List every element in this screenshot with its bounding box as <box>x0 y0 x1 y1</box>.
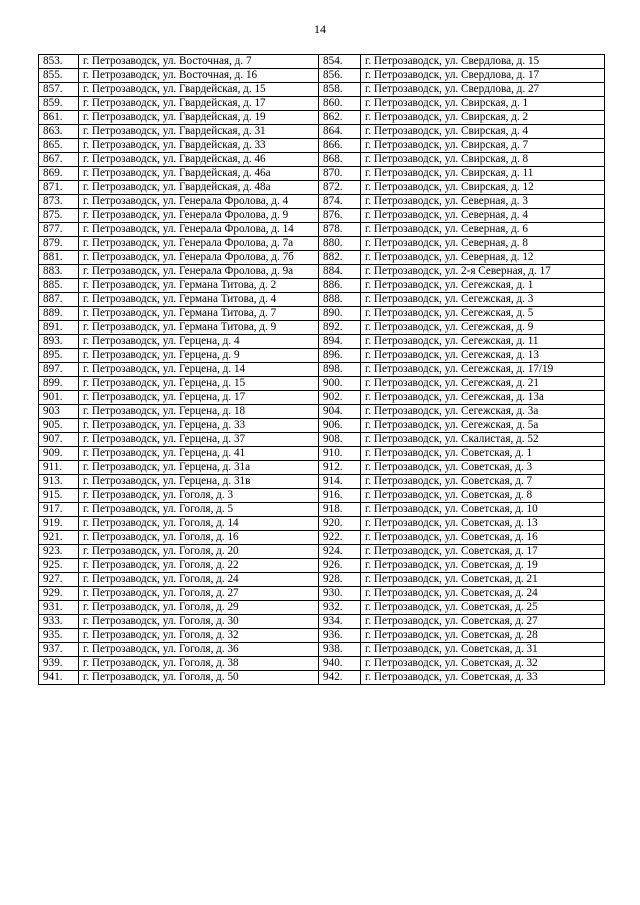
address-right: г. Петрозаводск, ул. Сегежская, д. 3а <box>361 405 605 419</box>
address-left: г. Петрозаводск, ул. Германа Титова, д. 4 <box>79 293 319 307</box>
address-right: г. Петрозаводск, ул. Сегежская, д. 17/19 <box>361 363 605 377</box>
row-number-right: 924. <box>319 545 361 559</box>
row-number-right: 926. <box>319 559 361 573</box>
row-number-left: 929. <box>39 587 79 601</box>
table-row <box>39 419 605 433</box>
row-number-right: 936. <box>319 629 361 643</box>
table-row <box>39 643 605 657</box>
table-row <box>39 111 605 125</box>
address-left: г. Петрозаводск, ул. Герцена, д. 41 <box>79 447 319 461</box>
address-right: г. Петрозаводск, ул. Скалистая, д. 52 <box>361 433 605 447</box>
row-number-right: 896. <box>319 349 361 363</box>
row-number-left: 887. <box>39 293 79 307</box>
address-right: г. Петрозаводск, ул. Свердлова, д. 17 <box>361 69 605 83</box>
row-number-right: 882. <box>319 251 361 265</box>
address-left: г. Петрозаводск, ул. Гоголя, д. 36 <box>79 643 319 657</box>
row-number-right: 898. <box>319 363 361 377</box>
table-row <box>39 223 605 237</box>
row-number-right: 892. <box>319 321 361 335</box>
row-number-right: 886. <box>319 279 361 293</box>
row-number-right: 876. <box>319 209 361 223</box>
row-number-right: 920. <box>319 517 361 531</box>
address-right: г. Петрозаводск, ул. Советская, д. 8 <box>361 489 605 503</box>
table-row <box>39 671 605 685</box>
address-right: г. Петрозаводск, ул. Советская, д. 17 <box>361 545 605 559</box>
address-right: г. Петрозаводск, ул. Свердлова, д. 27 <box>361 83 605 97</box>
address-left: г. Петрозаводск, ул. Герцена, д. 4 <box>79 335 319 349</box>
row-number-left: 869. <box>39 167 79 181</box>
row-number-right: 872. <box>319 181 361 195</box>
address-right: г. Петрозаводск, ул. Советская, д. 16 <box>361 531 605 545</box>
row-number-right: 912. <box>319 461 361 475</box>
row-number-left: 857. <box>39 83 79 97</box>
address-left: г. Петрозаводск, ул. Гоголя, д. 30 <box>79 615 319 629</box>
address-left: г. Петрозаводск, ул. Гвардейская, д. 46а <box>79 167 319 181</box>
row-number-right: 874. <box>319 195 361 209</box>
row-number-left: 927. <box>39 573 79 587</box>
address-left: г. Петрозаводск, ул. Герцена, д. 14 <box>79 363 319 377</box>
table-row <box>39 517 605 531</box>
address-left: г. Петрозаводск, ул. Гвардейская, д. 46 <box>79 153 319 167</box>
address-right: г. Петрозаводск, ул. Свирская, д. 7 <box>361 139 605 153</box>
row-number-left: 907. <box>39 433 79 447</box>
row-number-right: 856. <box>319 69 361 83</box>
address-right: г. Петрозаводск, ул. Сегежская, д. 1 <box>361 279 605 293</box>
address-left: г. Петрозаводск, ул. Восточная, д. 7 <box>79 55 319 69</box>
table-row <box>39 251 605 265</box>
address-left: г. Петрозаводск, ул. Гоголя, д. 14 <box>79 517 319 531</box>
address-right: г. Петрозаводск, ул. Советская, д. 28 <box>361 629 605 643</box>
row-number-left: 915. <box>39 489 79 503</box>
table-row <box>39 615 605 629</box>
table-row <box>39 153 605 167</box>
row-number-right: 940. <box>319 657 361 671</box>
address-left: г. Петрозаводск, ул. Генерала Фролова, д. 4 <box>79 195 319 209</box>
table-row <box>39 475 605 489</box>
address-left: г. Петрозаводск, ул. Гоголя, д. 50 <box>79 671 319 685</box>
row-number-right: 910. <box>319 447 361 461</box>
row-number-right: 870. <box>319 167 361 181</box>
table-row <box>39 335 605 349</box>
table-row <box>39 545 605 559</box>
page-number: 14 <box>314 22 326 36</box>
address-left: г. Петрозаводск, ул. Гоголя, д. 27 <box>79 587 319 601</box>
address-right: г. Петрозаводск, ул. Советская, д. 1 <box>361 447 605 461</box>
row-number-left: 859. <box>39 97 79 111</box>
row-number-right: 902. <box>319 391 361 405</box>
row-number-left: 877. <box>39 223 79 237</box>
row-number-right: 904. <box>319 405 361 419</box>
address-table <box>38 54 605 685</box>
address-right: г. Петрозаводск, ул. Сегежская, д. 13 <box>361 349 605 363</box>
address-right: г. Петрозаводск, ул. Сегежская, д. 5 <box>361 307 605 321</box>
address-right: г. Петрозаводск, ул. Сегежская, д. 21 <box>361 377 605 391</box>
address-right: г. Петрозаводск, ул. Свердлова, д. 15 <box>361 55 605 69</box>
address-right: г. Петрозаводск, ул. Сегежская, д. 3 <box>361 293 605 307</box>
row-number-left: 923. <box>39 545 79 559</box>
row-number-right: 930. <box>319 587 361 601</box>
row-number-right: 860. <box>319 97 361 111</box>
row-number-left: 921. <box>39 531 79 545</box>
address-right: г. Петрозаводск, ул. Советская, д. 25 <box>361 601 605 615</box>
row-number-right: 908. <box>319 433 361 447</box>
address-left: г. Петрозаводск, ул. Генерала Фролова, д. 9а <box>79 265 319 279</box>
address-right: г. Петрозаводск, ул. Советская, д. 33 <box>361 671 605 685</box>
table-row <box>39 307 605 321</box>
row-number-right: 922. <box>319 531 361 545</box>
row-number-left: 939. <box>39 657 79 671</box>
table-row <box>39 181 605 195</box>
row-number-left: 885. <box>39 279 79 293</box>
address-right: г. Петрозаводск, ул. Сегежская, д. 13а <box>361 391 605 405</box>
address-left: г. Петрозаводск, ул. Герцена, д. 31а <box>79 461 319 475</box>
row-number-left: 889. <box>39 307 79 321</box>
row-number-left: 911. <box>39 461 79 475</box>
address-left: г. Петрозаводск, ул. Гоголя, д. 38 <box>79 657 319 671</box>
table-row <box>39 321 605 335</box>
row-number-right: 932. <box>319 601 361 615</box>
table-row <box>39 349 605 363</box>
table-row <box>39 83 605 97</box>
address-left: г. Петрозаводск, ул. Гвардейская, д. 19 <box>79 111 319 125</box>
table-row <box>39 55 605 69</box>
table-row <box>39 461 605 475</box>
table-row <box>39 237 605 251</box>
address-right: г. Петрозаводск, ул. Свирская, д. 2 <box>361 111 605 125</box>
table-row <box>39 657 605 671</box>
row-number-left: 861. <box>39 111 79 125</box>
table-row <box>39 363 605 377</box>
address-right: г. Петрозаводск, ул. Северная, д. 12 <box>361 251 605 265</box>
row-number-left: 917. <box>39 503 79 517</box>
row-number-right: 878. <box>319 223 361 237</box>
row-number-left: 919. <box>39 517 79 531</box>
address-right: г. Петрозаводск, ул. Советская, д. 21 <box>361 573 605 587</box>
table-row <box>39 391 605 405</box>
table-row <box>39 195 605 209</box>
row-number-right: 868. <box>319 153 361 167</box>
address-left: г. Петрозаводск, ул. Гоголя, д. 5 <box>79 503 319 517</box>
row-number-left: 937. <box>39 643 79 657</box>
address-right: г. Петрозаводск, ул. Советская, д. 31 <box>361 643 605 657</box>
row-number-right: 906. <box>319 419 361 433</box>
address-left: г. Петрозаводск, ул. Герцена, д. 17 <box>79 391 319 405</box>
address-left: г. Петрозаводск, ул. Генерала Фролова, д. 7б <box>79 251 319 265</box>
address-left: г. Петрозаводск, ул. Гвардейская, д. 48а <box>79 181 319 195</box>
row-number-right: 916. <box>319 489 361 503</box>
table-row <box>39 377 605 391</box>
table-row <box>39 573 605 587</box>
row-number-right: 862. <box>319 111 361 125</box>
address-right: г. Петрозаводск, ул. Свирская, д. 11 <box>361 167 605 181</box>
row-number-left: 931. <box>39 601 79 615</box>
address-right: г. Петрозаводск, ул. Сегежская, д. 5а <box>361 419 605 433</box>
table-row <box>39 559 605 573</box>
address-left: г. Петрозаводск, ул. Гоголя, д. 24 <box>79 573 319 587</box>
row-number-right: 914. <box>319 475 361 489</box>
row-number-right: 866. <box>319 139 361 153</box>
table-row <box>39 531 605 545</box>
address-right: г. Петрозаводск, ул. Северная, д. 8 <box>361 237 605 251</box>
address-left: г. Петрозаводск, ул. Гвардейская, д. 15 <box>79 83 319 97</box>
address-right: г. Петрозаводск, ул. Советская, д. 10 <box>361 503 605 517</box>
table-row <box>39 97 605 111</box>
address-left: г. Петрозаводск, ул. Гоголя, д. 20 <box>79 545 319 559</box>
table-row <box>39 433 605 447</box>
address-right: г. Петрозаводск, ул. Советская, д. 27 <box>361 615 605 629</box>
row-number-left: 853. <box>39 55 79 69</box>
address-right: г. Петрозаводск, ул. Свирская, д. 1 <box>361 97 605 111</box>
address-left: г. Петрозаводск, ул. Герцена, д. 18 <box>79 405 319 419</box>
row-number-right: 890. <box>319 307 361 321</box>
row-number-right: 918. <box>319 503 361 517</box>
address-left: г. Петрозаводск, ул. Гоголя, д. 29 <box>79 601 319 615</box>
address-right: г. Петрозаводск, ул. 2-я Северная, д. 17 <box>361 265 605 279</box>
address-left: г. Петрозаводск, ул. Генерала Фролова, д. 14 <box>79 223 319 237</box>
row-number-left: 905. <box>39 419 79 433</box>
address-left: г. Петрозаводск, ул. Гоголя, д. 32 <box>79 629 319 643</box>
address-left: г. Петрозаводск, ул. Герцена, д. 9 <box>79 349 319 363</box>
address-right: г. Петрозаводск, ул. Свирская, д. 12 <box>361 181 605 195</box>
address-left: г. Петрозаводск, ул. Восточная, д. 16 <box>79 69 319 83</box>
row-number-left: 855. <box>39 69 79 83</box>
address-left: г. Петрозаводск, ул. Германа Титова, д. 2 <box>79 279 319 293</box>
address-right: г. Петрозаводск, ул. Сегежская, д. 9 <box>361 321 605 335</box>
row-number-left: 893. <box>39 335 79 349</box>
row-number-left: 901. <box>39 391 79 405</box>
address-right: г. Петрозаводск, ул. Северная, д. 4 <box>361 209 605 223</box>
table-row <box>39 167 605 181</box>
row-number-left: 871. <box>39 181 79 195</box>
row-number-left: 899. <box>39 377 79 391</box>
row-number-right: 934. <box>319 615 361 629</box>
row-number-left: 867. <box>39 153 79 167</box>
row-number-right: 894. <box>319 335 361 349</box>
table-row <box>39 601 605 615</box>
address-left: г. Петрозаводск, ул. Генерала Фролова, д. 7а <box>79 237 319 251</box>
row-number-right: 854. <box>319 55 361 69</box>
address-left: г. Петрозаводск, ул. Гоголя, д. 3 <box>79 489 319 503</box>
row-number-left: 895. <box>39 349 79 363</box>
address-right: г. Петрозаводск, ул. Свирская, д. 8 <box>361 153 605 167</box>
address-left: г. Петрозаводск, ул. Гоголя, д. 22 <box>79 559 319 573</box>
address-right: г. Петрозаводск, ул. Северная, д. 3 <box>361 195 605 209</box>
address-left: г. Петрозаводск, ул. Гоголя, д. 16 <box>79 531 319 545</box>
row-number-right: 884. <box>319 265 361 279</box>
address-right: г. Петрозаводск, ул. Советская, д. 24 <box>361 587 605 601</box>
row-number-left: 883. <box>39 265 79 279</box>
row-number-left: 913. <box>39 475 79 489</box>
address-left: г. Петрозаводск, ул. Германа Титова, д. 9 <box>79 321 319 335</box>
table-row <box>39 447 605 461</box>
row-number-right: 942. <box>319 671 361 685</box>
address-left: г. Петрозаводск, ул. Герцена, д. 33 <box>79 419 319 433</box>
row-number-right: 900. <box>319 377 361 391</box>
table-row <box>39 629 605 643</box>
row-number-right: 858. <box>319 83 361 97</box>
address-left: г. Петрозаводск, ул. Герцена, д. 37 <box>79 433 319 447</box>
address-right: г. Петрозаводск, ул. Советская, д. 13 <box>361 517 605 531</box>
address-right: г. Петрозаводск, ул. Советская, д. 7 <box>361 475 605 489</box>
address-left: г. Петрозаводск, ул. Гвардейская, д. 31 <box>79 125 319 139</box>
row-number-right: 938. <box>319 643 361 657</box>
address-right: г. Петрозаводск, ул. Свирская, д. 4 <box>361 125 605 139</box>
address-left: г. Петрозаводск, ул. Генерала Фролова, д. 9 <box>79 209 319 223</box>
address-table-body <box>39 55 605 685</box>
address-right: г. Петрозаводск, ул. Советская, д. 32 <box>361 657 605 671</box>
row-number-left: 873. <box>39 195 79 209</box>
address-left: г. Петрозаводск, ул. Герцена, д. 15 <box>79 377 319 391</box>
row-number-right: 864. <box>319 125 361 139</box>
row-number-left: 925. <box>39 559 79 573</box>
row-number-left: 941. <box>39 671 79 685</box>
table-row <box>39 139 605 153</box>
table-row <box>39 405 605 419</box>
address-left: г. Петрозаводск, ул. Герцена, д. 31в <box>79 475 319 489</box>
table-row <box>39 69 605 83</box>
row-number-left: 897. <box>39 363 79 377</box>
row-number-left: 891. <box>39 321 79 335</box>
row-number-left: 903 <box>39 405 79 419</box>
table-row <box>39 125 605 139</box>
table-row <box>39 587 605 601</box>
row-number-right: 888. <box>319 293 361 307</box>
row-number-left: 879. <box>39 237 79 251</box>
row-number-left: 881. <box>39 251 79 265</box>
table-row <box>39 209 605 223</box>
address-right: г. Петрозаводск, ул. Северная, д. 6 <box>361 223 605 237</box>
table-row <box>39 265 605 279</box>
row-number-left: 935. <box>39 629 79 643</box>
address-left: г. Петрозаводск, ул. Гвардейская, д. 17 <box>79 97 319 111</box>
row-number-left: 863. <box>39 125 79 139</box>
address-right: г. Петрозаводск, ул. Сегежская, д. 11 <box>361 335 605 349</box>
address-right: г. Петрозаводск, ул. Советская, д. 19 <box>361 559 605 573</box>
address-left: г. Петрозаводск, ул. Германа Титова, д. 7 <box>79 307 319 321</box>
table-row <box>39 489 605 503</box>
row-number-left: 865. <box>39 139 79 153</box>
row-number-left: 875. <box>39 209 79 223</box>
table-row <box>39 279 605 293</box>
table-row <box>39 293 605 307</box>
row-number-left: 909. <box>39 447 79 461</box>
row-number-right: 928. <box>319 573 361 587</box>
row-number-right: 880. <box>319 237 361 251</box>
address-right: г. Петрозаводск, ул. Советская, д. 3 <box>361 461 605 475</box>
row-number-left: 933. <box>39 615 79 629</box>
table-row <box>39 503 605 517</box>
address-left: г. Петрозаводск, ул. Гвардейская, д. 33 <box>79 139 319 153</box>
